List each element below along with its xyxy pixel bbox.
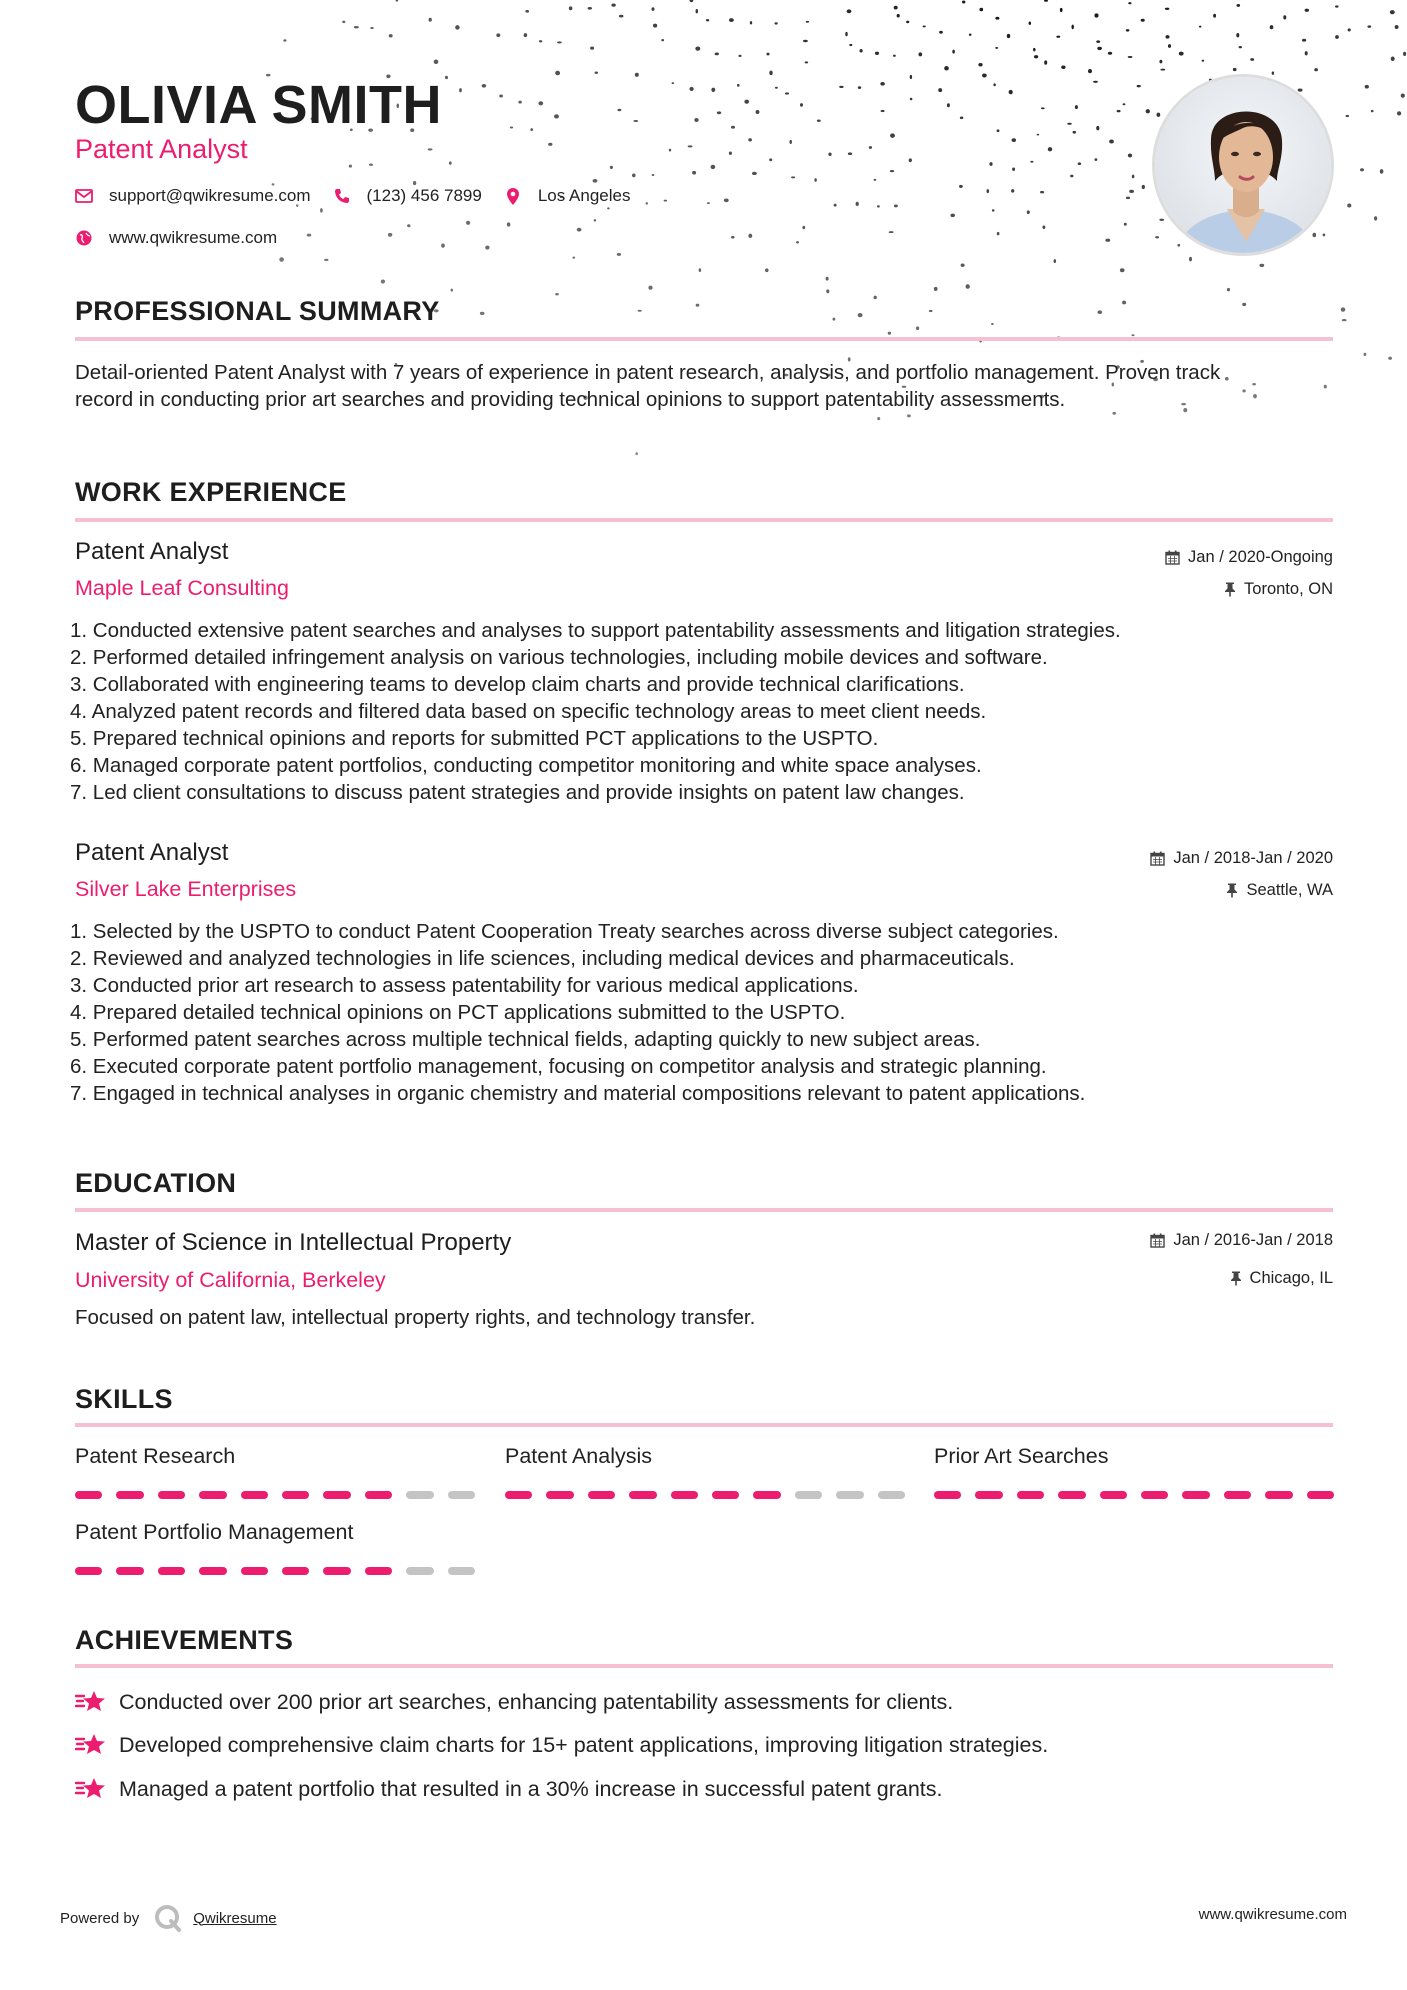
skill-item [505, 1444, 905, 1499]
list-item: 2. Reviewed and analyzed technologies in life sciences, including medical devices and pharmaceuticals. [70, 947, 1015, 970]
education-location-text: Chicago, IL [1249, 1269, 1333, 1287]
skill-item [75, 1444, 475, 1499]
skill-segment-filled [282, 1491, 309, 1499]
job-location-text: Toronto, ON [1244, 580, 1333, 598]
skill-item [934, 1444, 1334, 1499]
qwikresume-logo-icon [153, 1903, 183, 1933]
school-name: University of California, Berkeley [75, 1268, 386, 1292]
job-dates [1165, 548, 1333, 567]
skill-segment-filled [75, 1491, 102, 1499]
contact-row-primary [75, 186, 652, 206]
qwikresume-link[interactable]: Qwikresume [193, 1909, 277, 1927]
skill-level-bar [75, 1491, 475, 1499]
skill-segment-filled [158, 1491, 185, 1499]
skill-segment-empty [836, 1491, 863, 1499]
skill-segment-filled [199, 1491, 226, 1499]
location-text: Los Angeles [537, 186, 631, 205]
candidate-role: Patent Analyst [75, 134, 248, 164]
job-location [1226, 881, 1333, 900]
shooting-star-icon [75, 1775, 107, 1803]
skill-segment-filled [1141, 1491, 1168, 1499]
list-item: 2. Performed detailed infringement analysis on various technologies, including mobile devices and software. [70, 646, 1048, 669]
section-divider [75, 337, 1333, 341]
degree-title: Master of Science in Intellectual Property [75, 1229, 512, 1256]
skill-segment-filled [116, 1567, 143, 1575]
job-title: Patent Analyst [75, 839, 229, 866]
skill-segment-filled [1182, 1491, 1209, 1499]
skill-segment-empty [406, 1567, 433, 1575]
section-title-experience: WORK EXPERIENCE [75, 477, 347, 507]
list-item: 4. Prepared detailed technical opinions on PCT applications submitted to the USPTO. [70, 1001, 846, 1024]
skill-segment-filled [199, 1567, 226, 1575]
summary-text: Detail-oriented Patent Analyst with 7 years of experience in patent research, analysis, and portfolio management. Proven track record in conducting prior art searches and providing technical opinions to support patentability assessments. [75, 361, 1221, 411]
education-description: Focused on patent law, intellectual property rights, and technology transfer. [75, 1306, 756, 1329]
phone-icon [333, 187, 351, 205]
section-title-summary: PROFESSIONAL SUMMARY [75, 296, 440, 326]
skill-segment-filled [975, 1491, 1002, 1499]
achievement-text: Managed a patent portfolio that resulted in a 30% increase in successful patent grants. [119, 1776, 943, 1801]
job-dates [1150, 849, 1333, 868]
envelope-icon [75, 187, 93, 205]
section-title-skills: SKILLS [75, 1384, 173, 1414]
section-divider [75, 1664, 1333, 1668]
section-title-education: EDUCATION [75, 1168, 237, 1198]
calendar-icon [1165, 550, 1180, 565]
list-item: 6. Managed corporate patent portfolios, conducting competitor monitoring and white space analyses. [70, 754, 982, 777]
skill-segment-filled [1100, 1491, 1127, 1499]
powered-by-label: Powered by [60, 1909, 140, 1927]
skill-level-bar [75, 1567, 475, 1575]
skill-name: Patent Research [75, 1444, 236, 1468]
profile-photo [1152, 74, 1334, 256]
skill-segment-filled [365, 1567, 392, 1575]
list-item: 1. Conducted extensive patent searches and analyses to support patentability assessments and litigation strategies. [70, 619, 1121, 642]
achievement-text: Developed comprehensive claim charts for 15+ patent applications, improving litigation strategies. [119, 1732, 1049, 1757]
list-item: 7. Led client consultations to discuss patent strategies and provide insights on patent law changes. [70, 781, 965, 804]
skill-segment-filled [116, 1491, 143, 1499]
section-divider [75, 518, 1333, 522]
skill-level-bar [505, 1491, 905, 1499]
globe-icon [75, 229, 93, 247]
skill-segment-filled [1265, 1491, 1292, 1499]
skill-segment-filled [546, 1491, 573, 1499]
phone-number[interactable]: (123) 456 7899 [366, 186, 482, 205]
website-link[interactable]: www.qwikresume.com [109, 228, 278, 247]
skill-segment-filled [588, 1491, 615, 1499]
skill-segment-filled [712, 1491, 739, 1499]
skill-segment-filled [505, 1491, 532, 1499]
section-divider [75, 1208, 1333, 1212]
shooting-star-icon [75, 1688, 107, 1716]
skill-level-bar [934, 1491, 1334, 1499]
skill-name: Prior Art Searches [934, 1444, 1109, 1468]
list-item: 6. Executed corporate patent portfolio management, focusing on competitor analysis and strategic planning. [70, 1055, 1047, 1078]
calendar-icon [1150, 851, 1165, 866]
skill-segment-filled [934, 1491, 961, 1499]
skill-segment-empty [448, 1491, 475, 1499]
skill-segment-filled [671, 1491, 698, 1499]
shooting-star-icon [75, 1731, 107, 1759]
contact-row-secondary [75, 228, 299, 248]
skill-segment-empty [795, 1491, 822, 1499]
achievement-text: Conducted over 200 prior art searches, enhancing patentability assessments for clients. [119, 1689, 954, 1714]
section-title-achievements: ACHIEVEMENTS [75, 1625, 294, 1655]
job-location [1224, 580, 1333, 599]
skill-segment-filled [1058, 1491, 1085, 1499]
skill-segment-filled [365, 1491, 392, 1499]
skill-segment-filled [241, 1491, 268, 1499]
list-item: 5. Prepared technical opinions and reports for submitted PCT applications to the USPTO. [70, 727, 879, 750]
section-divider [75, 1423, 1333, 1427]
list-item: 7. Engaged in technical analyses in organic chemistry and material compositions relevant to patent applications. [70, 1082, 1086, 1105]
skill-segment-filled [323, 1491, 350, 1499]
footer-website[interactable]: www.qwikresume.com [1198, 1906, 1347, 1923]
skill-segment-filled [241, 1567, 268, 1575]
education-dates-text: Jan / 2016-Jan / 2018 [1173, 1231, 1333, 1249]
candidate-name: OLIVIA SMITH [75, 75, 442, 135]
skill-name: Patent Portfolio Management [75, 1520, 354, 1544]
job-bullets [70, 617, 1320, 806]
pushpin-icon [1224, 582, 1236, 597]
skill-segment-filled [75, 1567, 102, 1575]
skill-segment-filled [1224, 1491, 1251, 1499]
skill-segment-empty [406, 1491, 433, 1499]
skill-segment-filled [158, 1567, 185, 1575]
map-pin-icon [504, 187, 522, 205]
achievement-item [75, 1688, 953, 1716]
education-location [1230, 1269, 1333, 1288]
skill-item [75, 1520, 475, 1575]
email-link[interactable]: support@qwikresume.com [109, 186, 311, 205]
job-bullets [70, 918, 1320, 1107]
job-title: Patent Analyst [75, 538, 229, 565]
list-item: 3. Collaborated with engineering teams to develop claim charts and provide technical clarifications. [70, 673, 965, 696]
skill-segment-filled [323, 1567, 350, 1575]
job-company: Maple Leaf Consulting [75, 576, 289, 600]
job-dates-text: Jan / 2020-Ongoing [1188, 548, 1333, 566]
job-company: Silver Lake Enterprises [75, 877, 297, 901]
education-dates [1150, 1231, 1333, 1250]
list-item: 4. Analyzed patent records and filtered data based on specific technology areas to meet client needs. [70, 700, 987, 723]
achievement-item [75, 1731, 1048, 1759]
list-item: 3. Conducted prior art research to assess patentability for various medical applications. [70, 974, 859, 997]
skill-segment-empty [878, 1491, 905, 1499]
skill-name: Patent Analysis [505, 1444, 653, 1468]
pushpin-icon [1230, 1271, 1242, 1286]
skill-segment-filled [1017, 1491, 1044, 1499]
calendar-icon [1150, 1233, 1165, 1248]
skill-segment-empty [448, 1567, 475, 1575]
skill-segment-filled [1307, 1491, 1334, 1499]
skill-segment-filled [629, 1491, 656, 1499]
skill-segment-filled [282, 1567, 309, 1575]
job-location-text: Seattle, WA [1246, 881, 1333, 899]
job-dates-text: Jan / 2018-Jan / 2020 [1173, 849, 1333, 867]
skill-segment-filled [753, 1491, 780, 1499]
footer-powered-by [60, 1903, 277, 1933]
achievement-item [75, 1775, 942, 1803]
list-item: 5. Performed patent searches across multiple technical fields, adapting quickly to new subject areas. [70, 1028, 981, 1051]
pushpin-icon [1226, 883, 1238, 898]
list-item: 1. Selected by the USPTO to conduct Patent Cooperation Treaty searches across diverse subject categories. [70, 920, 1059, 943]
